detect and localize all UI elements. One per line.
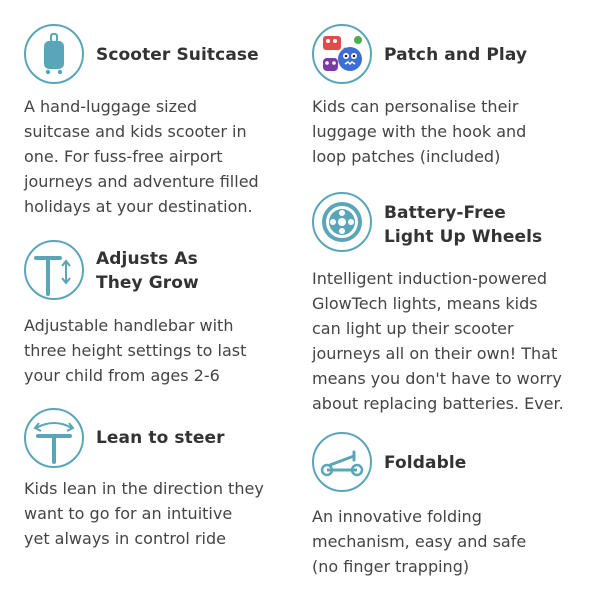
feature-description: Kids can personalise their luggage with the hook and loop patches (included) xyxy=(312,97,527,166)
folded-scooter-icon xyxy=(312,432,372,492)
feature-title: Battery-Free Light Up Wheels xyxy=(384,203,543,247)
feature-description: Kids lean in the direction they want to go for an intuitive yet always in control ride xyxy=(24,479,264,548)
feature-description: Adjustable handlebar with three height settings to last your child from ages 2-6 xyxy=(24,316,247,385)
feature-title: Adjusts As They Grow xyxy=(96,249,199,293)
feature-description: An innovative folding mechanism, easy and safe (no finger trapping) xyxy=(312,507,527,576)
patch-monsters-icon xyxy=(312,24,372,84)
feature-title: Patch and Play xyxy=(384,45,528,65)
light-wheel-icon xyxy=(312,192,372,252)
suitcase-icon xyxy=(24,24,84,84)
feature-title: Foldable xyxy=(384,453,467,473)
feature-title: Scooter Suitcase xyxy=(96,45,259,65)
feature-description: Intelligent induction-powered GlowTech lights, means kids can light up their scooter journeys all on their own! That means you don't have to worry about replacing batteries. Ever. xyxy=(312,269,564,413)
feature-description: A hand-luggage sized suitcase and kids scooter in one. For fuss-free airport journeys and adventure filled holidays at your destination. xyxy=(24,97,259,216)
feature-title: Lean to steer xyxy=(96,428,225,448)
lean-steer-icon xyxy=(24,408,84,468)
adjustable-handlebar-icon xyxy=(24,240,84,300)
